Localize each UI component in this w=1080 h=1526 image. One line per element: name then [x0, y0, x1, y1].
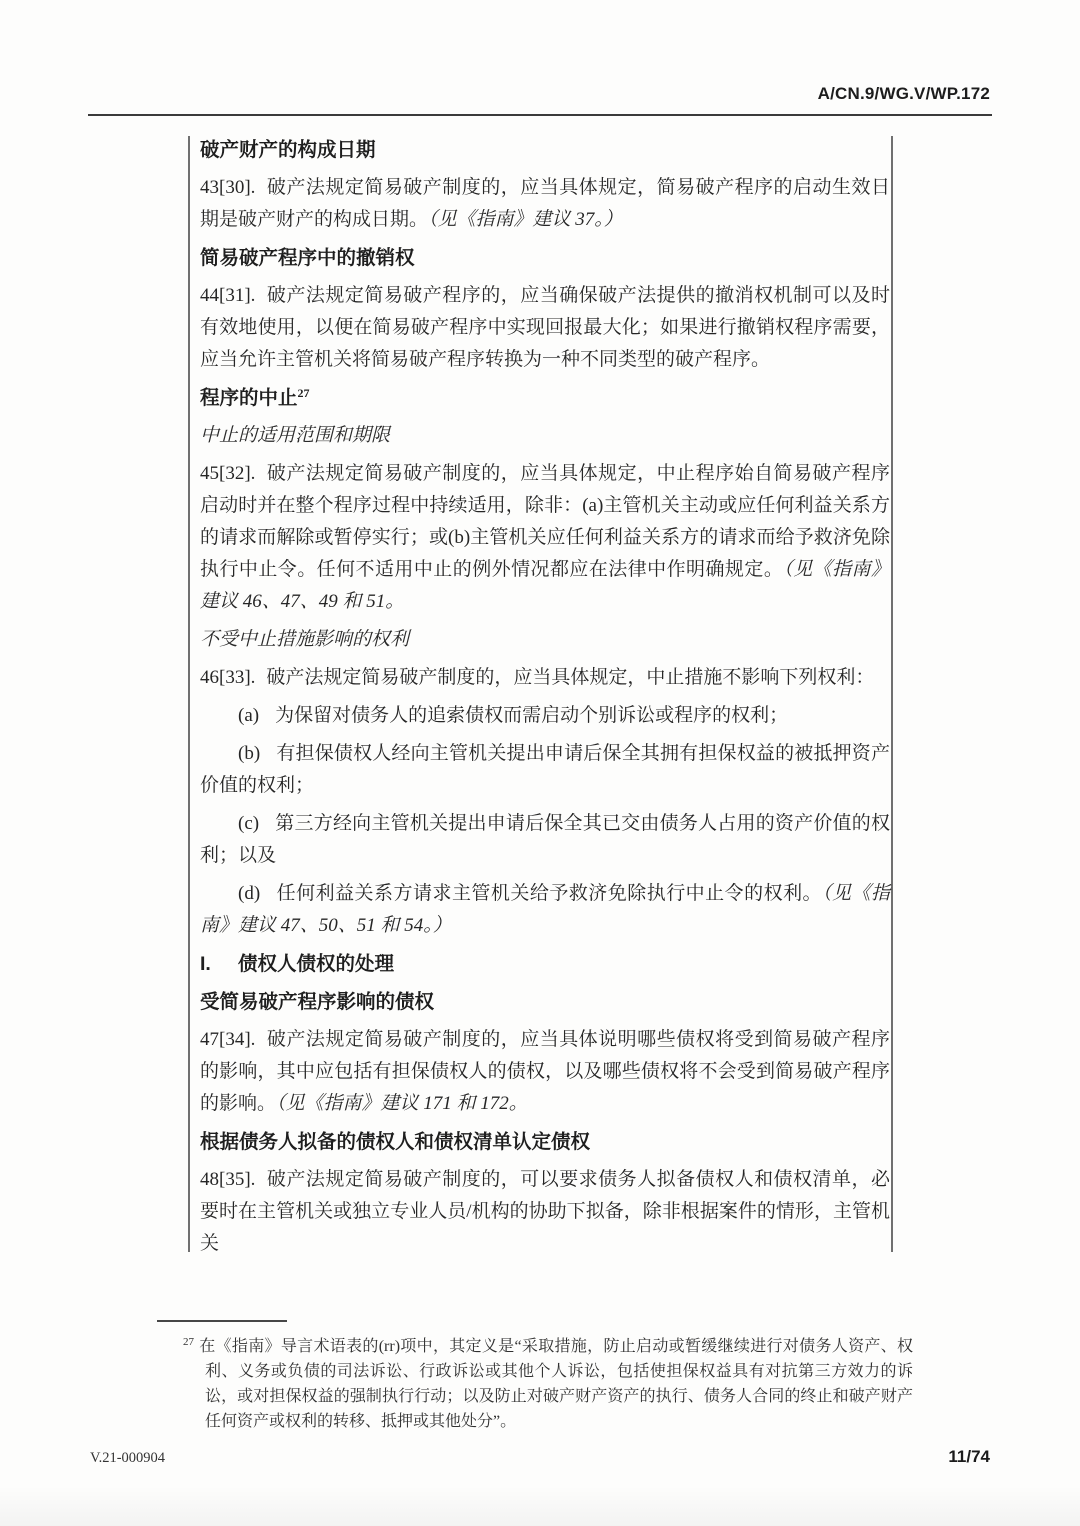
list-item-label: (d): [238, 883, 261, 904]
section-title: 债权人债权的处理: [238, 953, 395, 975]
footnote-reference-27: 27: [297, 386, 310, 400]
paragraph-text: 破产法规定简易破产制度的，可以要求债务人拟备债权人和债权清单，必要时在主管机关或独立专业人员/机构的协助下拟备，除非根据案件的情形，主管机关: [200, 1169, 890, 1254]
guide-citation: （见《指南》建议 37。）: [428, 209, 623, 230]
scan-artifact-right-rule: [891, 136, 893, 1252]
paragraph-number: 46[33].: [200, 667, 256, 688]
paragraph-number: 47[34].: [200, 1029, 256, 1050]
paragraph-45-32: [200, 458, 890, 618]
list-item-text: 第三方经向主管机关提出申请后保全其已交由债务人占用的资产价值的权利；以及: [200, 813, 890, 866]
list-item-text: 任何利益关系方请求主管机关给予救济免除执行中止令的权利。: [276, 883, 823, 904]
guide-citation: （见《指南》建议 171 和 172。: [276, 1093, 528, 1114]
list-item-a: [200, 700, 890, 732]
subheading-stay-scope-duration: 中止的适用范围和期限: [200, 425, 391, 446]
paragraph-number: 48[35].: [200, 1169, 256, 1190]
paragraph-number: 43[30].: [200, 177, 256, 198]
paragraph-44-31: [200, 280, 890, 376]
document-body: [200, 130, 890, 1266]
document-symbol: A/CN.9/WG.V/WP.172: [817, 84, 990, 103]
paragraph-text: 破产法规定简易破产制度的，应当具体规定，中止程序始自简易破产程序启动时并在整个程序过程中持续适用，除非：(a)主管机关主动或应任何利益关系方的请求而解除或暂停实行；或(b)主管机关应任何利益关系方的请求而给予救济免除执行中止令。任何不适用中止的例外情况都应在法律中作明确规定。: [200, 463, 890, 580]
paragraph-48-35: [200, 1164, 890, 1260]
paragraph-46-33: [200, 662, 890, 694]
section-number: I.: [200, 953, 211, 975]
list-item-text: 为保留对债务人的追索债权而需启动个别诉讼或程序的权利；: [275, 705, 789, 726]
footnote-text: 在《指南》导言术语表的(rr)项中，其定义是“采取措施，防止启动或暂缓继续进行对债务人资产、权利、义务或负债的司法诉讼、行政诉讼或其他个人诉讼，包括使担保权益具有对抗第三方效力的诉讼，或对担保权益的强制执行行动；以及防止对破产财产资产的执行、债务人合同的终止和破产财产任何资产或权利的转移、抵押或其他处分”。: [199, 1338, 913, 1430]
paragraph-47-34: [200, 1024, 890, 1120]
paragraph-number: 45[32].: [200, 463, 256, 484]
heading-claims-list-admission: 根据债务人拟备的债权人和债权清单认定债权: [200, 1131, 591, 1153]
heading-claims-affected: 受简易破产程序影响的债权: [200, 991, 435, 1013]
paragraph-number: 44[31].: [200, 285, 256, 306]
heading-stay-of-proceedings: [200, 382, 890, 414]
footer-document-number: V.21-000904: [90, 1450, 166, 1466]
list-item-text: 有担保债权人经向主管机关提出申请后保全其拥有担保权益的被抵押资产价值的权利；: [200, 743, 890, 796]
paragraph-text: 破产法规定简易破产程序的，应当确保破产法提供的撤消权机制可以及时有效地使用，以便在简易破产程序中实现回报最大化；如果进行撤销权程序需要，应当允许主管机关将简易破产程序转换为一种不同类型的破产程序。: [200, 285, 890, 370]
section-heading-i-treatment-of-creditor-claims: [200, 948, 890, 980]
list-item-c: [200, 808, 890, 872]
paragraph-text: 破产法规定简易破产制度的，应当具体规定，简易破产程序的启动生效日期是破产财产的构成日期。: [200, 177, 890, 230]
guide-citation: （见《指南》建议 47、50、51 和 54。）: [200, 883, 890, 936]
paragraph-text: 破产法规定简易破产制度的，应当具体规定，中止措施不影响下列权利：: [266, 667, 875, 688]
footnote-marker: 27: [183, 1336, 194, 1348]
list-item-d: [200, 878, 890, 942]
list-item-label: (a): [238, 705, 260, 726]
guide-citation: （见《指南》建议 46、47、49 和 51。: [200, 559, 890, 612]
footer-page-number: 11/74: [948, 1447, 990, 1466]
paragraph-43-30: [200, 172, 890, 236]
footnote-27: [183, 1330, 913, 1434]
heading-estate-constitution-date: 破产财产的构成日期: [200, 139, 376, 161]
list-item-b: [200, 738, 890, 802]
header-rule: [88, 114, 992, 116]
paragraph-text: 破产法规定简易破产制度的，应当具体说明哪些债权将受到简易破产程序的影响，其中应包括有担保债权人的债权，以及哪些债权将不会受到简易破产程序的影响。: [200, 1029, 890, 1114]
footnote-separator: [157, 1320, 287, 1322]
list-item-label: (c): [238, 813, 260, 834]
heading-text: 程序的中止: [200, 387, 298, 409]
heading-avoidance-rights: 简易破产程序中的撤销权: [200, 247, 415, 269]
subheading-rights-unaffected-by-stay: 不受中止措施影响的权利: [200, 629, 410, 650]
list-item-label: (b): [238, 743, 261, 764]
scan-artifact-left-rule: [188, 136, 190, 1252]
